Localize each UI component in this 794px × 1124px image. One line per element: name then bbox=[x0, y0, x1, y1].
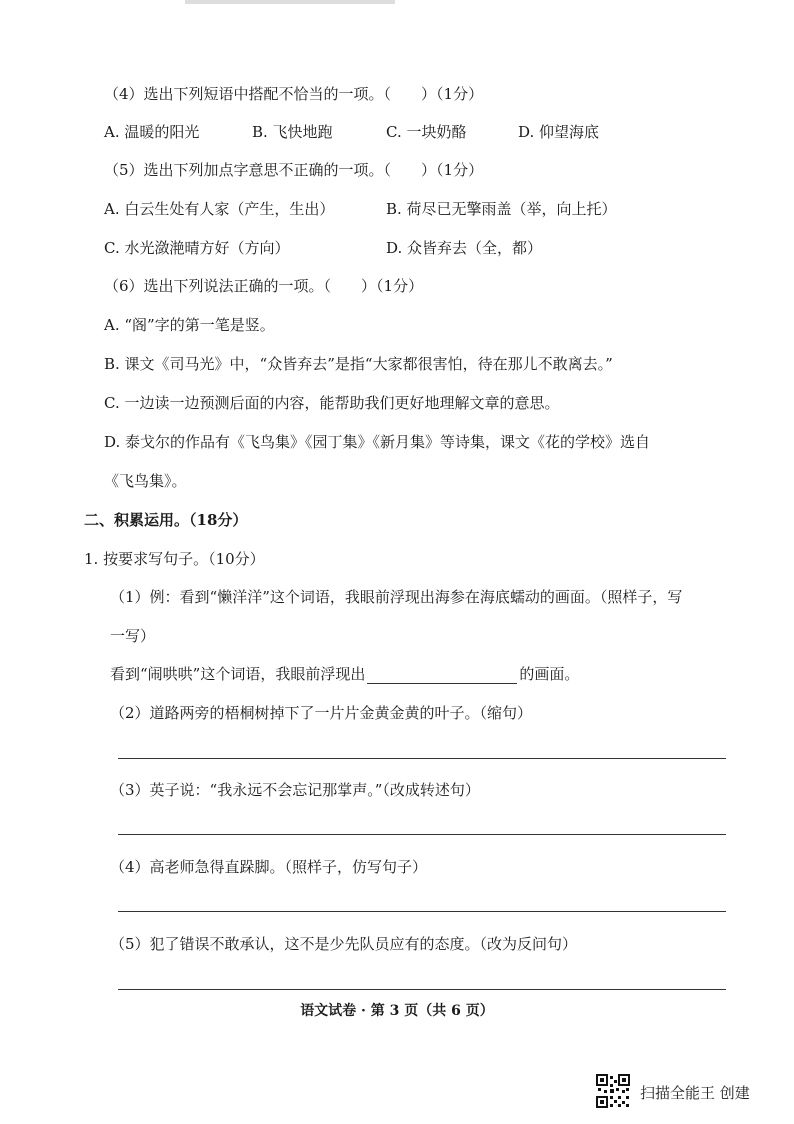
top-edge-mark bbox=[185, 0, 395, 4]
q5-stem: （5）选出下列加点字意思不正确的一项。（ ）（1分） bbox=[104, 161, 484, 179]
q5-option-d: D. 众皆弃去（全，都） bbox=[386, 239, 543, 257]
q6-option-a: A. “阁”字的第一笔是竖。 bbox=[104, 316, 275, 334]
answer-prefix: 看到“闹哄哄”这个词语，我眼前浮现出 bbox=[110, 665, 366, 683]
scanner-brand-text: 扫描全能王 创建 bbox=[640, 1084, 750, 1102]
s2-q1-stem: 1. 按要求写句子。（10分） bbox=[84, 550, 265, 568]
q6-option-b: B. 课文《司马光》中，“众皆弃去”是指“大家都很害怕，待在那儿不敢离去。” bbox=[104, 355, 613, 373]
s2-q1-item1-answer bbox=[110, 664, 579, 684]
s2-q1-item1: （1）例：看到“懒洋洋”这个词语，我眼前浮现出海参在海底蠕动的画面。（照样子，写 bbox=[110, 588, 683, 606]
s2-q1-item3: （3）英子说：“我永远不会忘记那掌声。”（改成转述句） bbox=[110, 781, 480, 799]
qr-code-icon bbox=[596, 1074, 630, 1108]
s2-q1-item2: （2）道路两旁的梧桐树掉下了一片片金黄金黄的叶子。（缩句） bbox=[110, 704, 533, 722]
answer-line-5[interactable] bbox=[118, 989, 726, 990]
s2-q1-item4: （4）高老师急得直跺脚。（照样子，仿写句子） bbox=[110, 858, 428, 876]
q4-option-d: D. 仰望海底 bbox=[518, 123, 600, 141]
q5-option-b: B. 荷尽已无擎雨盖（举，向上托） bbox=[386, 200, 617, 218]
q6-stem: （6）选出下列说法正确的一项。（ ）（1分） bbox=[104, 277, 424, 295]
answer-suffix: 的画面。 bbox=[519, 665, 580, 683]
q4-stem: （4）选出下列短语中搭配不恰当的一项。（ ）（1分） bbox=[104, 85, 484, 103]
answer-blank-1[interactable] bbox=[367, 669, 517, 684]
q4-option-c: C. 一块奶酪 bbox=[386, 123, 467, 141]
section-2-title: 二、积累运用。（18分） bbox=[84, 511, 248, 529]
q6-option-c: C. 一边读一边预测后面的内容，能帮助我们更好地理解文章的意思。 bbox=[104, 394, 560, 412]
answer-line-2[interactable] bbox=[118, 758, 726, 759]
q5-option-a: A. 白云生处有人家（产生，生出） bbox=[104, 200, 335, 218]
s2-q1-item5: （5）犯了错误不敢承认，这不是少先队员应有的态度。（改为反问句） bbox=[110, 935, 578, 953]
q6-option-d: D. 泰戈尔的作品有《飞鸟集》《园丁集》《新月集》等诗集，课文《花的学校》选自 bbox=[104, 433, 651, 451]
answer-line-4[interactable] bbox=[118, 911, 726, 912]
answer-line-3[interactable] bbox=[118, 834, 726, 835]
q4-option-a: A. 温暖的阳光 bbox=[104, 123, 200, 141]
q5-option-c: C. 水光潋滟晴方好（方向） bbox=[104, 239, 290, 257]
page-footer: 语文试卷 · 第 3 页（共 6 页） bbox=[300, 1003, 494, 1019]
s2-q1-item1-continued: 一写） bbox=[110, 627, 156, 645]
q6-option-d-continued: 《飞鸟集》。 bbox=[104, 472, 187, 490]
q4-option-b: B. 飞快地跑 bbox=[252, 123, 333, 141]
